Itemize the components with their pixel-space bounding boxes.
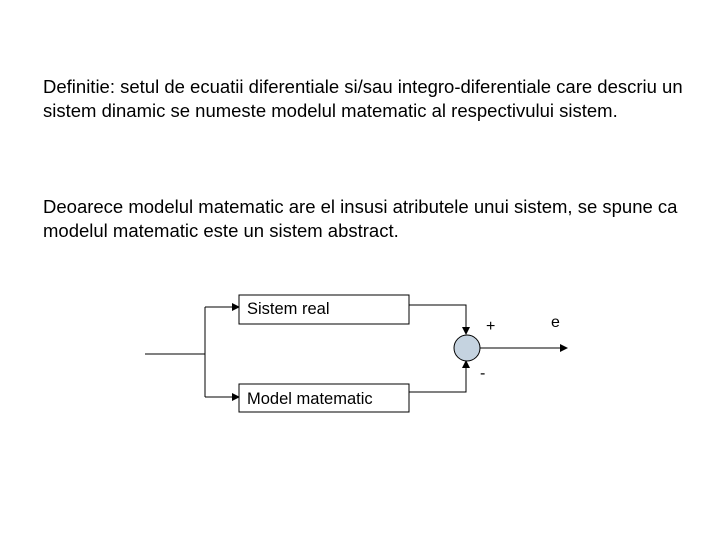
definition-paragraph: Definitie: setul de ecuatii diferentiale si/sau integro-diferentiale care descriu un sistem dinamic se numeste modelul matematic al respectivului sistem. [43,76,683,121]
real-to-sum-line [409,305,466,334]
summing-junction [454,335,480,361]
output-label: e [551,314,560,331]
minus-sign: - [480,365,486,382]
model-to-sum-line [409,361,466,392]
plus-sign: + [486,318,496,335]
abstract-system-paragraph: Deoarece modelul matematic are el insusi atributele unui sistem, se spune ca modelul matematic este un sistem abstract. [43,196,678,241]
block-sistem-real-label: Sistem real [247,300,330,318]
block-model-matematic-label: Model matematic [247,390,373,408]
